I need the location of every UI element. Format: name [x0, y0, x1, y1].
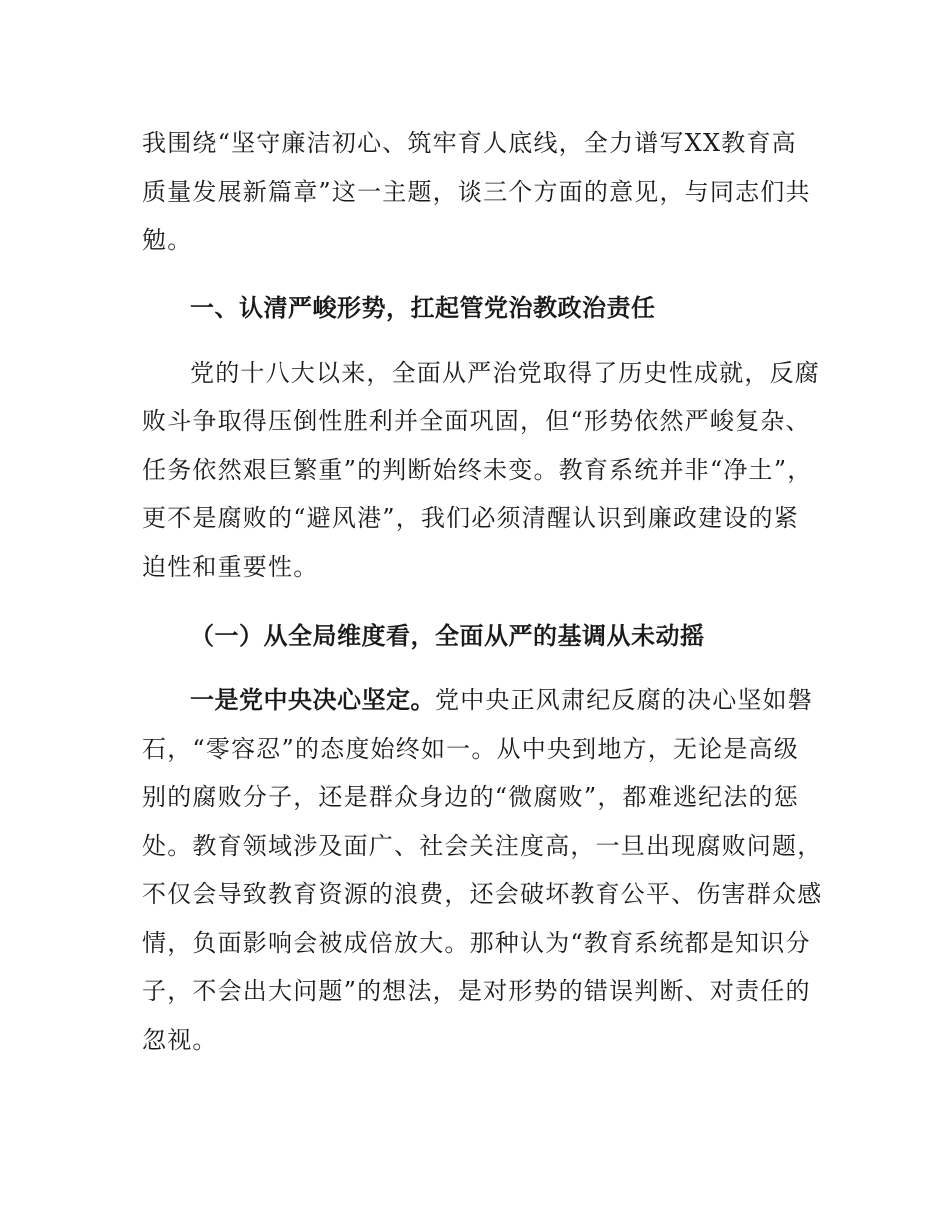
intro-line-1: 我围绕“坚守廉洁初心、筑牢育人底线，全力谱写XX教育高 [142, 129, 797, 157]
intro-line-3: 勉。 [142, 226, 193, 254]
subsection1-line-8: 忽视。 [142, 1026, 218, 1054]
subsection1-line-7: 子，不会出大问题”的想法，是对形势的错误判断、对责任的 [142, 977, 811, 1005]
section-heading-1: 一、认清严峻形势，扛起管党治教政治责任 [190, 294, 656, 322]
subsection1-line-2: 石，“零容忍”的态度始终如一。从中央到地方，无论是高级 [142, 735, 799, 763]
subsection1-line-4: 处。教育领域涉及面广、社会关注度高，一旦出现腐败问题， [142, 832, 823, 860]
section1-line-4: 更不是腐败的“避风港”，我们必须清醒认识到廉政建设的紧 [142, 504, 799, 532]
section1-line-3: 任务依然艰巨繁重”的判断始终未变。教育系统并非“净土”， [142, 456, 813, 484]
section1-line-1: 党的十八大以来，全面从严治党取得了历史性成就，反腐 [190, 359, 820, 387]
subsection-heading-1: （一）从全局维度看，全面从严的基调从未动摇 [190, 622, 705, 650]
subsection1-line-5: 不仅会导致教育资源的浪费，还会破坏教育公平、伤害群众感 [142, 880, 823, 908]
subsection1-line-6: 情，负面影响会被成倍放大。那种认为“教育系统都是知识分 [142, 929, 811, 957]
lead-rest-text: 党中央正风肃纪反腐的决心坚如磐 [435, 686, 813, 714]
section1-line-2: 败斗争取得压倒性胜利并全面巩固，但“形势依然严峻复杂、 [142, 407, 811, 435]
subsection1-line-3: 别的腐败分子，还是群众身边的“微腐败”，都难逃纪法的惩 [142, 783, 799, 811]
section1-line-5: 迫性和重要性。 [142, 553, 319, 581]
lead-bold-text: 一是党中央决心坚定。 [190, 686, 435, 714]
subsection1-line-1 [190, 685, 813, 715]
intro-line-2: 质量发展新篇章”这一主题，谈三个方面的意见，与同志们共 [142, 178, 811, 206]
